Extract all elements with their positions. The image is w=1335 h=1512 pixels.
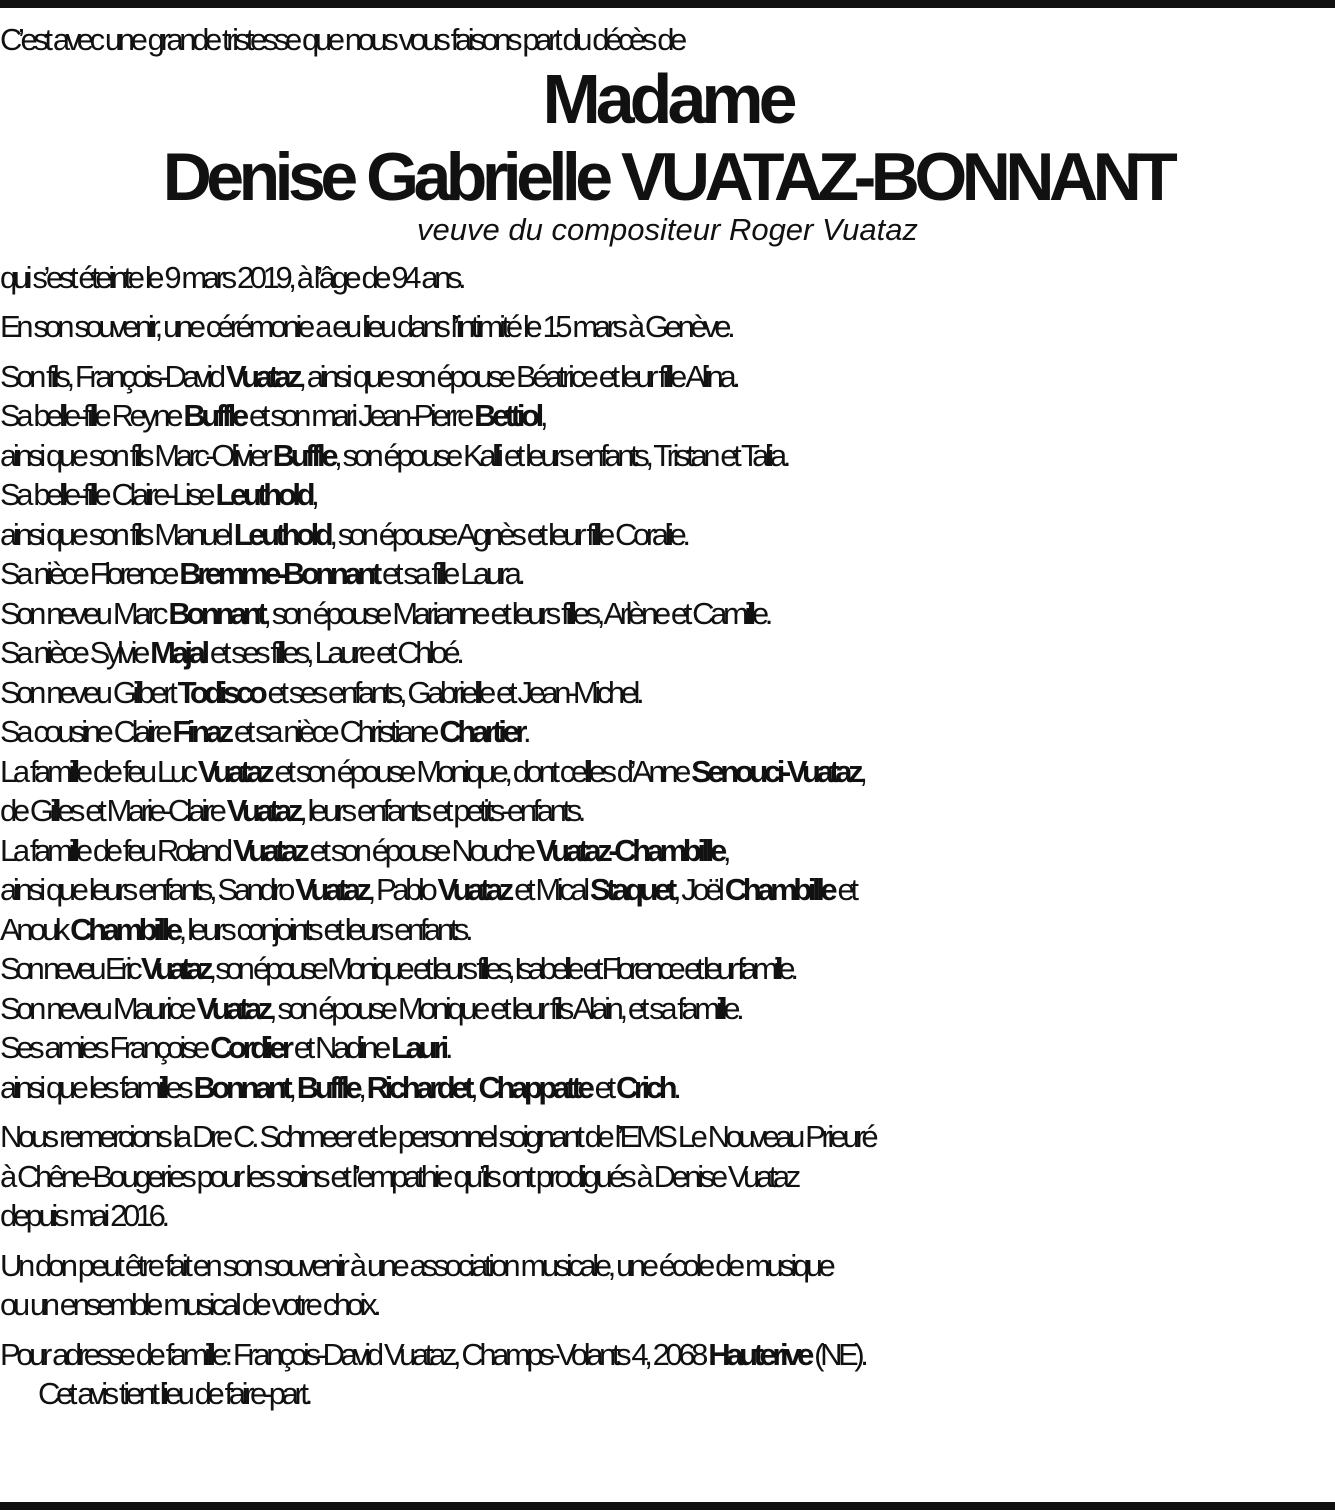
thanks-line: Nous remercions la Dre C. Schmeer et le personnel soignant de l’EMS Le Nouveau Prieuré (0, 1119, 875, 1154)
family-line: ainsi que leurs enfants, Sandro Vuataz, Pablo Vuataz et Mical Staquet, Joël Chambille et (0, 872, 855, 907)
ceremony-line: En son souvenir, une cérémonie a eu lieu dans l’intimité le 15 mars à Genève. (0, 309, 732, 344)
donation-line: ou un ensemble musical de votre choix. (0, 1287, 378, 1322)
family-line: Son fils, François-David Vuataz, ainsi que son épouse Béatrice et leur fille Alina. (0, 358, 737, 394)
family-line: Sa cousine Claire Finaz et sa nièce Christiane Chartier. (0, 714, 528, 749)
family-address: Pour adresse de famille: François-David Vuataz, Champs-Volants 4, 2068 Hauterive (NE). (0, 1336, 865, 1372)
family-line: Sa belle-fille Claire-Lise Leuthold, (0, 477, 316, 512)
family-line: ainsi que son fils Manuel Leuthold, son épouse Agnès et leur fille Coralie. (0, 516, 687, 552)
deceased-name: Denise Gabrielle VUATAZ-BONNANT (162, 138, 1173, 215)
death-line: qui s’est éteinte le 9 mars 2019, à l’âge de 94 ans. (0, 259, 463, 295)
bottom-border (0, 1502, 1335, 1510)
family-line: Son neveu Eric Vuataz, son épouse Monique et leurs filles, Isabelle et Florence et leur famille. (0, 951, 794, 986)
obituary-notice (0, 20, 1335, 1414)
family-line: Son neveu Maurice Vuataz, son épouse Monique et leur fils Alain, et sa famille. (0, 990, 741, 1026)
family-line: Ses amies Françoise Cordier et Nadine Lauri. (0, 1030, 450, 1065)
family-line: Son neveu Marc Bonnant, son épouse Marianne et leurs filles, Arlène et Camille. (0, 595, 769, 631)
top-border (0, 0, 1335, 8)
thanks-paragraph (0, 1117, 1335, 1236)
family-line: Sa belle-fille Reyne Buffle et son mari Jean-Pierre Bettiol, (0, 398, 545, 433)
family-line: ainsi que les familles Bonnant, Buffle, Richardet, Chappatte et Crich. (0, 1069, 678, 1105)
thanks-line: à Chêne-Bougeries pour les soins et l’empathie qu’ils ont prodigués à Denise Vuataz (0, 1158, 797, 1194)
family-line: La famille de feu Roland Vuataz et son épouse Nouche Vuataz-Chambille, (0, 832, 728, 868)
family-line: de Gilles et Marie-Claire Vuataz, leurs enfants et petits-enfants. (0, 793, 583, 828)
thanks-line: depuis mai 2016. (0, 1198, 166, 1233)
intro-line: C’est avec une grande tristesse que nous vous faisons part du décès de (0, 22, 683, 57)
family-list (0, 357, 1335, 1108)
family-line: Anouk Chambille, leurs conjoints et leurs enfants. (0, 911, 470, 947)
family-line: La famille de feu Luc Vuataz et son épouse Monique, dont celles d’Anne Senouci-Vuataz, (0, 753, 864, 789)
family-line: Son neveu Gilbert Todisco et ses enfants, Gabrielle et Jean-Michel. (0, 674, 641, 710)
family-line: ainsi que son fils Marc-Olivier Buffle, son épouse Kalli et leurs enfants, Tristan et Talia. (0, 437, 787, 473)
title-honorific: Madame (542, 59, 793, 138)
widow-subtitle: veuve du compositeur Roger Vuataz (417, 211, 918, 247)
family-line: Sa nièce Sylvie Majal et ses filles, Laure et Chloé. (0, 635, 461, 670)
closing-line: Cet avis tient lieu de faire-part. (38, 1376, 309, 1411)
donation-line: Un don peut être fait en son souvenir à une association musicale, une école de musique (0, 1247, 832, 1283)
family-line: Sa nièce Florence Bremme-Bonnant et sa fille Laura. (0, 556, 522, 591)
donation-paragraph (0, 1246, 1335, 1325)
